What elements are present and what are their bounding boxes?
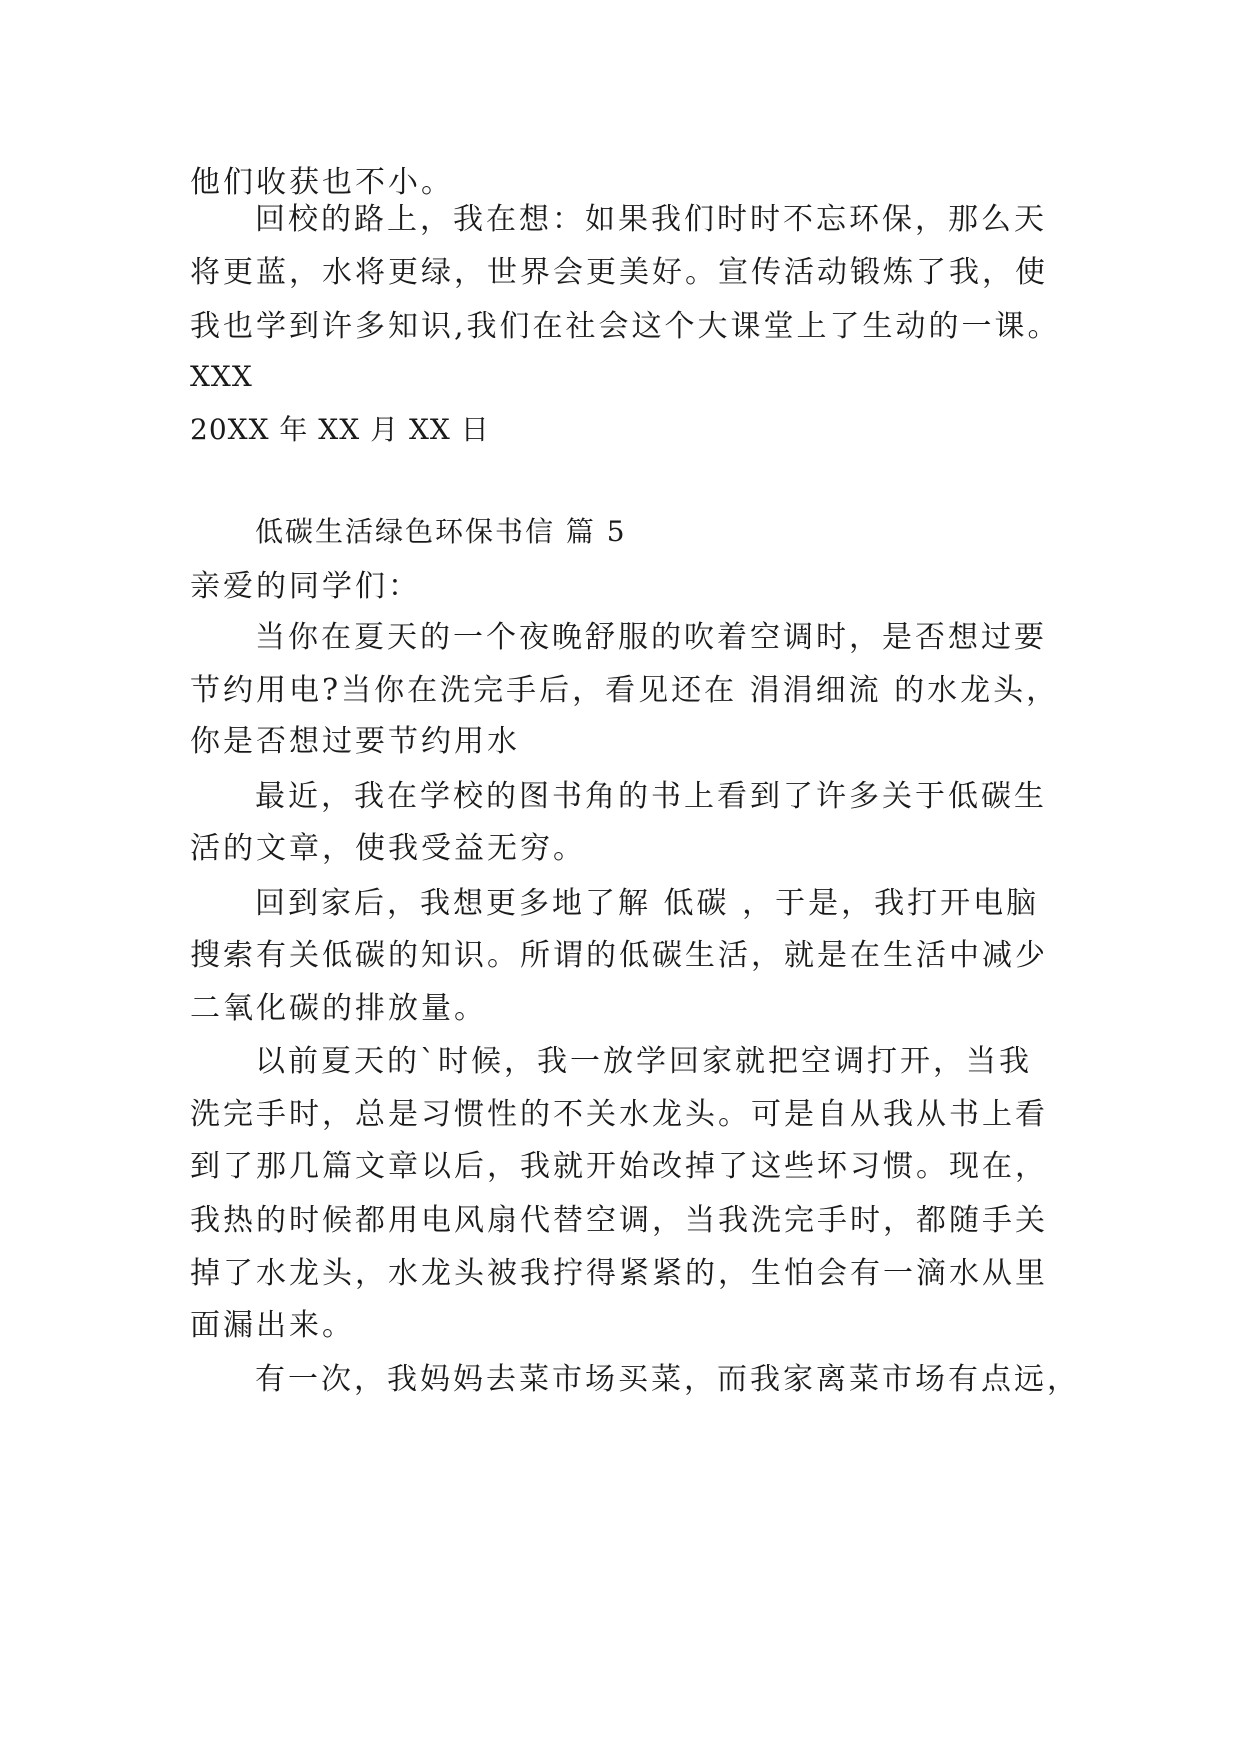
paragraph-line: 我热的时候都用电风扇代替空调，当我洗完手时，都随手关 bbox=[190, 1203, 1048, 1238]
paragraph-line: 你是否想过要节约用水 bbox=[190, 724, 520, 759]
paragraph-line: 二氧化碳的排放量。 bbox=[190, 991, 487, 1026]
paragraph-line: 以前夏天的`时候，我一放学回家就把空调打开，当我 bbox=[255, 1044, 1032, 1079]
paragraph-line: 他们收获也不小。 bbox=[190, 165, 454, 200]
signature-name: XXX bbox=[190, 360, 253, 393]
paragraph-line: 我也学到许多知识,我们在社会这个大课堂上了生动的一课。 bbox=[190, 309, 1061, 344]
paragraph-line: 掉了水龙头，水龙头被我拧得紧紧的，生怕会有一滴水从里 bbox=[190, 1256, 1048, 1291]
paragraph-line: 回校的路上，我在想：如果我们时时不忘环保，那么天 bbox=[255, 202, 1047, 237]
paragraph-line: 有一次，我妈妈去菜市场买菜，而我家离菜市场有点远， bbox=[255, 1362, 1080, 1397]
paragraph-line: 面漏出来。 bbox=[190, 1308, 355, 1343]
paragraph-line: 最近，我在学校的图书角的书上看到了许多关于低碳生 bbox=[255, 779, 1047, 814]
paragraph-line: 节约用电?当你在洗完手后，看见还在 涓涓细流 的水龙头， bbox=[190, 673, 1060, 708]
paragraph-line: 洗完手时，总是习惯性的不关水龙头。可是自从我从书上看 bbox=[190, 1097, 1048, 1132]
paragraph-line: 将更蓝，水将更绿，世界会更美好。宣传活动锻炼了我，使 bbox=[190, 255, 1048, 290]
paragraph-line: 回到家后，我想更多地了解 低碳 ，于是，我打开电脑 bbox=[255, 886, 1040, 921]
paragraph-line: 当你在夏天的一个夜晚舒服的吹着空调时，是否想过要 bbox=[255, 620, 1047, 655]
paragraph-line: 活的文章，使我受益无穷。 bbox=[190, 831, 586, 866]
signature-date: 20XX 年 XX 月 XX 日 bbox=[190, 413, 490, 446]
paragraph-line: 到了那几篇文章以后，我就开始改掉了这些坏习惯。现在， bbox=[190, 1149, 1048, 1184]
salutation: 亲爱的同学们： bbox=[190, 569, 421, 604]
section-heading: 低碳生活绿色环保书信 篇 5 bbox=[255, 515, 627, 548]
paragraph-line: 搜索有关低碳的知识。所谓的低碳生活，就是在生活中减少 bbox=[190, 938, 1048, 973]
